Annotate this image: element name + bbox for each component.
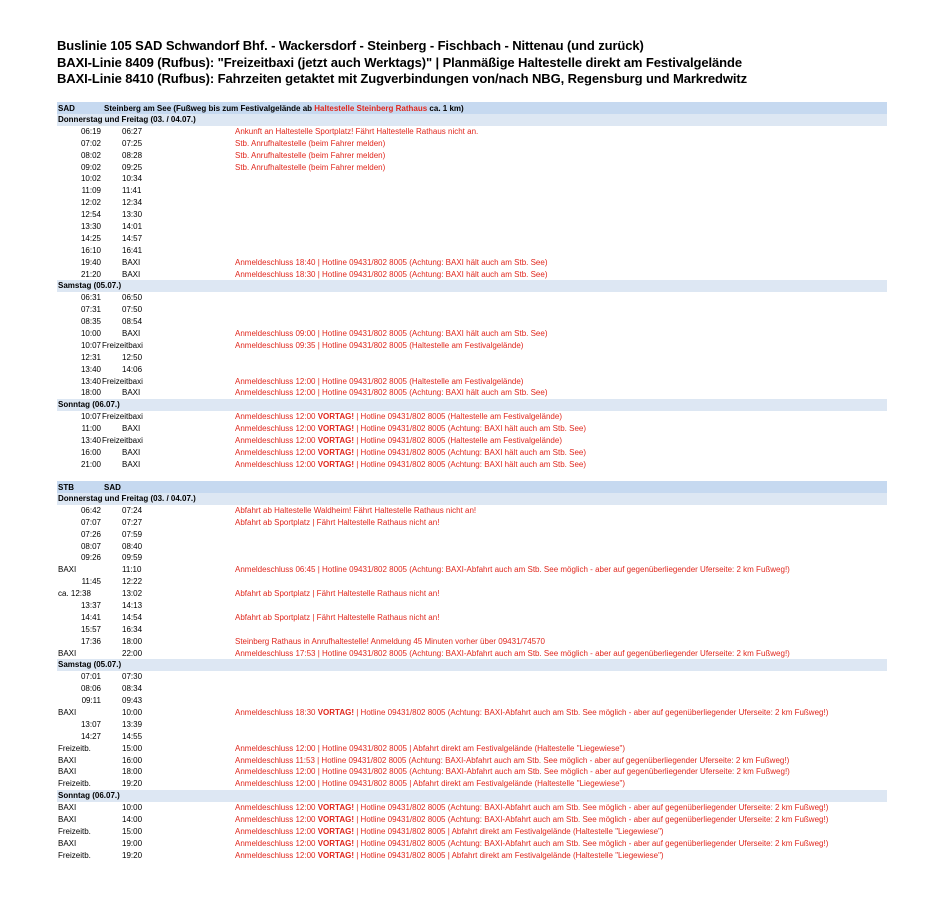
- row-note: [235, 435, 562, 447]
- note-text: | Hotline 09431/802 8005 (Achtung: BAXI-Abfahrt auch am Stb. See möglich - aber auf gegenüberliegender Uferseite: 2 km Fußweg!): [354, 803, 829, 813]
- row-note: [235, 340, 523, 352]
- note-warning: VORTAG!: [317, 708, 355, 718]
- timetable-row: [57, 304, 887, 316]
- arrival-time: 07:30: [122, 672, 143, 682]
- arrival-time: BAXI: [122, 424, 141, 434]
- note-warning: VORTAG!: [317, 850, 355, 860]
- row-note: [235, 707, 828, 719]
- note-text: | Hotline 09431/802 8005 (Achtung: BAXI-Abfahrt auch am Stb. See möglich - aber auf gegenüberliegender Uferseite: 2 km Fußweg!): [354, 815, 829, 825]
- arrival-time: Freizeitbaxi: [102, 436, 143, 446]
- note-prefix: Anmeldeschluss 12:00: [235, 436, 318, 446]
- timetable-row: [57, 850, 887, 862]
- departure-time: BAXI: [58, 803, 77, 813]
- note-prefix: Anmeldeschluss 12:00: [235, 447, 318, 457]
- header-destination: [104, 104, 464, 113]
- timetable-row: [57, 352, 887, 364]
- note-text: | Hotline 09431/802 8005 | Abfahrt direkt am Festivalgelände (Haltestelle "Liegewiese"): [354, 826, 664, 836]
- note-text: Stb. Anrufhaltestelle (beim Fahrer melden): [235, 138, 386, 148]
- departure-time: Freizeitb.: [58, 743, 91, 753]
- departure-time: 21:00: [80, 459, 101, 469]
- timetable-row: [57, 683, 887, 695]
- departure-time: BAXI: [58, 767, 77, 777]
- note-text: Stb. Anrufhaltestelle (beim Fahrer melden): [235, 162, 386, 172]
- departure-time: 11:00: [81, 424, 101, 434]
- departure-time: 06:31: [80, 293, 101, 303]
- header-destination: SAD: [104, 482, 121, 492]
- departure-time: 17:36: [80, 636, 101, 646]
- section-header: [57, 481, 887, 493]
- arrival-time: 18:00: [122, 636, 143, 646]
- note-text: Anmeldeschluss 18:40 | Hotline 09431/802 8005 (Achtung: BAXI hält auch am Stb. See): [235, 257, 548, 267]
- timetable-row: [57, 636, 887, 648]
- arrival-time: 16:41: [122, 245, 143, 255]
- timetable-row: [57, 719, 887, 731]
- note-prefix: Anmeldeschluss 18:30: [235, 708, 318, 718]
- row-note: [235, 447, 586, 459]
- note-text: Steinberg Rathaus in Anrufhaltestelle! Anmeldung 45 Minuten vorher über 09431/74570: [235, 636, 545, 646]
- timetable-row: [57, 173, 887, 185]
- arrival-time: 13:30: [122, 210, 143, 220]
- note-prefix: Anmeldeschluss 12:00: [235, 803, 318, 813]
- timetable-row: [57, 517, 887, 529]
- departure-time: Freizeitb.: [58, 779, 91, 789]
- row-note: [235, 766, 790, 778]
- arrival-time: BAXI: [122, 459, 141, 469]
- timetable-row: [57, 423, 887, 435]
- arrival-time: 12:34: [122, 198, 143, 208]
- row-note: [235, 588, 439, 600]
- departure-time: 10:00: [80, 329, 101, 339]
- arrival-time: 06:27: [122, 126, 143, 136]
- day-header: Donnerstag und Freitag (03. / 04.07.): [57, 114, 887, 126]
- departure-time: BAXI: [58, 815, 77, 825]
- row-note: [235, 838, 828, 850]
- timetable-row: [57, 387, 887, 399]
- note-text: Anmeldeschluss 09:35 | Hotline 09431/802 8005 (Haltestelle am Festivalgelände): [235, 340, 524, 350]
- row-note: [235, 850, 664, 862]
- timetable-row: [57, 150, 887, 162]
- note-text: | Hotline 09431/802 8005 | Abfahrt direkt am Festivalgelände (Haltestelle "Liegewiese"): [354, 850, 664, 860]
- arrival-time: 07:27: [122, 517, 143, 527]
- note-text: | Hotline 09431/802 8005 (Achtung: BAXI-Abfahrt auch am Stb. See möglich - aber auf gegenüberliegender Uferseite: 2 km Fußweg!): [354, 708, 829, 718]
- arrival-time: 19:20: [122, 779, 143, 789]
- timetable-row: [57, 529, 887, 541]
- note-text: | Hotline 09431/802 8005 (Achtung: BAXI hält auch am Stb. See): [354, 424, 587, 434]
- timetable-row: [57, 138, 887, 150]
- timetable-row: [57, 328, 887, 340]
- timetable-row: [57, 564, 887, 576]
- row-note: [235, 376, 523, 388]
- departure-time: 08:06: [80, 684, 101, 694]
- arrival-time: 14:57: [122, 233, 143, 243]
- timetable-row: [57, 802, 887, 814]
- arrival-time: BAXI: [122, 257, 141, 267]
- departure-time: 21:20: [80, 269, 101, 279]
- row-note: [235, 564, 790, 576]
- timetable-row: [57, 743, 887, 755]
- note-text: Anmeldeschluss 12:00 | Hotline 09431/802 8005 (Achtung: BAXI hält auch am Stb. See): [235, 388, 548, 398]
- timetable-row: [57, 755, 887, 767]
- day-header: Sonntag (06.07.): [57, 399, 887, 411]
- note-text: Anmeldeschluss 06:45 | Hotline 09431/802 8005 (Achtung: BAXI-Abfahrt auch am Stb. See möglich - aber auf gegenüberliegender Uferseite: 2 km Fußweg!): [235, 565, 790, 575]
- row-note: [235, 814, 828, 826]
- timetable-row: [57, 209, 887, 221]
- header-origin: STB: [58, 482, 74, 492]
- arrival-time: 18:00: [122, 767, 143, 777]
- note-prefix: Anmeldeschluss 12:00: [235, 850, 318, 860]
- timetable-row: [57, 624, 887, 636]
- section-body: [57, 114, 887, 471]
- departure-time: 10:07: [80, 412, 101, 422]
- timetable-row: [57, 588, 887, 600]
- arrival-time: 12:22: [122, 577, 143, 587]
- arrival-time: 10:34: [122, 174, 143, 184]
- departure-time: 12:54: [80, 210, 101, 220]
- note-warning: VORTAG!: [317, 447, 355, 457]
- departure-time: 13:07: [80, 719, 101, 729]
- row-note: [235, 387, 548, 399]
- timetable-row: [57, 447, 887, 459]
- arrival-time: BAXI: [122, 447, 141, 457]
- departure-time: 07:07: [80, 517, 101, 527]
- departure-time: BAXI: [58, 755, 77, 765]
- departure-time: ca. 12:38: [58, 589, 91, 599]
- section-header: [57, 102, 887, 114]
- note-text: Anmeldeschluss 12:00 | Hotline 09431/802 8005 (Haltestelle am Festivalgelände): [235, 376, 524, 386]
- arrival-time: 14:55: [122, 731, 143, 741]
- header-origin: SAD: [58, 103, 75, 113]
- arrival-time: 16:34: [122, 624, 143, 634]
- departure-time: 13:37: [80, 601, 101, 611]
- note-prefix: Anmeldeschluss 12:00: [235, 424, 318, 434]
- timetable-row: [57, 185, 887, 197]
- note-text: Anmeldeschluss 12:00 | Hotline 09431/802 8005 | Abfahrt direkt am Festivalgelände (Haltestelle "Liegewiese"): [235, 743, 626, 753]
- departure-time: BAXI: [58, 708, 77, 718]
- note-text: Anmeldeschluss 12:00 | Hotline 09431/802 8005 | Abfahrt direkt am Festivalgelände (Haltestelle "Liegewiese"): [235, 779, 626, 789]
- timetable-row: [57, 257, 887, 269]
- row-note: [235, 612, 439, 624]
- arrival-time: Freizeitbaxi: [102, 340, 143, 350]
- departure-time: 10:02: [80, 174, 101, 184]
- departure-time: 14:27: [80, 731, 101, 741]
- day-header: Samstag (05.07.): [57, 659, 887, 671]
- row-note: [235, 411, 562, 423]
- row-note: [235, 802, 828, 814]
- timetable-row: [57, 233, 887, 245]
- departure-time: 07:26: [80, 529, 101, 539]
- departure-time: 11:09: [81, 186, 101, 196]
- note-text: Anmeldeschluss 11:53 | Hotline 09431/802 8005 (Achtung: BAXI-Abfahrt auch am Stb. See möglich - aber auf gegenüberliegender Uferseite: 2 km Fußweg!): [235, 755, 790, 765]
- header-destination-text: Steinberg am See (Fußweg bis zum Festivalgelände ab: [104, 103, 315, 113]
- row-note: [235, 126, 478, 138]
- arrival-time: 09:59: [122, 553, 143, 563]
- note-text: Abfahrt ab Haltestelle Waldheim! Fährt Haltestelle Rathaus nicht an!: [235, 505, 477, 515]
- arrival-time: 14:54: [122, 612, 143, 622]
- departure-time: 08:35: [80, 317, 101, 327]
- timetable-row: [57, 838, 887, 850]
- note-warning: VORTAG!: [317, 803, 355, 813]
- departure-time: Freizeitb.: [58, 826, 91, 836]
- departure-time: BAXI: [58, 565, 77, 575]
- arrival-time: 08:28: [122, 150, 143, 160]
- timetable-row: [57, 316, 887, 328]
- note-warning: VORTAG!: [317, 826, 355, 836]
- row-note: [235, 778, 625, 790]
- note-prefix: Anmeldeschluss 12:00: [235, 815, 318, 825]
- timetable-row: [57, 731, 887, 743]
- note-text: | Hotline 09431/802 8005 (Achtung: BAXI hält auch am Stb. See): [354, 459, 587, 469]
- arrival-time: 14:00: [122, 815, 143, 825]
- departure-time: 15:57: [80, 624, 101, 634]
- day-header: Sonntag (06.07.): [57, 790, 887, 802]
- note-text: Anmeldeschluss 17:53 | Hotline 09431/802 8005 (Achtung: BAXI-Abfahrt auch am Stb. See möglich - aber auf gegenüberliegender Uferseite: 2 km Fußweg!): [235, 648, 790, 658]
- arrival-time: 19:00: [122, 838, 143, 848]
- arrival-time: 11:10: [122, 565, 142, 575]
- timetable-row: [57, 671, 887, 683]
- arrival-time: 07:59: [122, 529, 143, 539]
- row-note: [235, 505, 476, 517]
- timetable-row: [57, 707, 887, 719]
- note-text: | Hotline 09431/802 8005 (Haltestelle am Festivalgelände): [354, 412, 562, 422]
- timetable-row: [57, 126, 887, 138]
- departure-time: 18:00: [80, 388, 101, 398]
- departure-time: 14:41: [80, 612, 101, 622]
- timetable-row: [57, 778, 887, 790]
- row-note: [235, 328, 548, 340]
- timetable-row: [57, 411, 887, 423]
- timetable-row: [57, 766, 887, 778]
- arrival-time: BAXI: [122, 269, 141, 279]
- day-header: Donnerstag und Freitag (03. / 04.07.): [57, 493, 887, 505]
- departure-time: 09:26: [80, 553, 101, 563]
- arrival-time: 14:06: [122, 364, 143, 374]
- row-note: [235, 269, 548, 281]
- row-note: [235, 826, 664, 838]
- note-warning: VORTAG!: [317, 424, 355, 434]
- title-line-3: BAXI-Linie 8410 (Rufbus): Fahrzeiten getaktet mit Zugverbindungen von/nach NBG, Regensburg und Markredwitz: [57, 71, 748, 86]
- departure-time: 11:45: [81, 577, 101, 587]
- timetable-row: [57, 814, 887, 826]
- arrival-time: Freizeitbaxi: [102, 376, 143, 386]
- departure-time: 12:31: [80, 352, 101, 362]
- arrival-time: BAXI: [122, 388, 141, 398]
- note-prefix: Anmeldeschluss 12:00: [235, 412, 318, 422]
- departure-time: Freizeitb.: [58, 850, 91, 860]
- title-line-1: Buslinie 105 SAD Schwandorf Bhf. - Wackersdorf - Steinberg - Fischbach - Nittenau (und zurück): [57, 38, 644, 53]
- row-note: [235, 423, 586, 435]
- departure-time: 13:40: [80, 436, 101, 446]
- note-text: Abfahrt ab Sportplatz | Fährt Haltestelle Rathaus nicht an!: [235, 612, 440, 622]
- arrival-time: BAXI: [122, 329, 141, 339]
- note-text: | Hotline 09431/802 8005 (Haltestelle am Festivalgelände): [354, 436, 562, 446]
- departure-time: 06:19: [80, 126, 101, 136]
- arrival-time: 22:00: [122, 648, 143, 658]
- arrival-time: 09:43: [122, 696, 143, 706]
- timetable-row: [57, 826, 887, 838]
- timetable-row: [57, 162, 887, 174]
- arrival-time: 15:00: [122, 743, 143, 753]
- arrival-time: 14:01: [122, 222, 143, 232]
- section-sad-to-steinberg: [57, 102, 887, 471]
- departure-time: BAXI: [58, 648, 77, 658]
- note-text: Abfahrt ab Sportplatz | Fährt Haltestelle Rathaus nicht an!: [235, 589, 440, 599]
- arrival-time: 13:02: [122, 589, 143, 599]
- departure-time: 09:02: [80, 162, 101, 172]
- row-note: [235, 755, 789, 767]
- note-text: Anmeldeschluss 09:00 | Hotline 09431/802 8005 (Achtung: BAXI hält auch am Stb. See): [235, 329, 548, 339]
- title-block: [57, 38, 747, 88]
- arrival-time: 06:50: [122, 293, 143, 303]
- row-note: [235, 517, 439, 529]
- departure-time: 12:02: [80, 198, 101, 208]
- arrival-time: 11:41: [122, 186, 142, 196]
- timetable-row: [57, 364, 887, 376]
- timetable-row: [57, 541, 887, 553]
- arrival-time: 12:50: [122, 352, 143, 362]
- departure-time: 08:07: [80, 541, 101, 551]
- departure-time: 07:02: [80, 138, 101, 148]
- note-text: Stb. Anrufhaltestelle (beim Fahrer melden): [235, 150, 386, 160]
- departure-time: 10:07: [80, 340, 101, 350]
- section-steinberg-to-sad: [57, 481, 887, 862]
- arrival-time: 08:54: [122, 317, 143, 327]
- row-note: [235, 162, 385, 174]
- note-warning: VORTAG!: [317, 815, 355, 825]
- timetable-row: [57, 552, 887, 564]
- row-note: [235, 636, 545, 648]
- row-note: [235, 150, 385, 162]
- departure-time: 07:31: [80, 305, 101, 315]
- arrival-time: 07:24: [122, 505, 143, 515]
- timetable-row: [57, 376, 887, 388]
- note-text: Anmeldeschluss 18:30 | Hotline 09431/802 8005 (Achtung: BAXI hält auch am Stb. See): [235, 269, 548, 279]
- departure-time: 06:42: [80, 505, 101, 515]
- timetable-row: [57, 269, 887, 281]
- note-prefix: Anmeldeschluss 12:00: [235, 459, 318, 469]
- timetable-row: [57, 435, 887, 447]
- note-prefix: Anmeldeschluss 12:00: [235, 838, 318, 848]
- timetable-row: [57, 600, 887, 612]
- timetable-row: [57, 340, 887, 352]
- timetable-row: [57, 612, 887, 624]
- row-note: [235, 743, 625, 755]
- arrival-time: 09:25: [122, 162, 143, 172]
- departure-time: 16:00: [80, 447, 101, 457]
- departure-time: 07:01: [80, 672, 101, 682]
- note-text: | Hotline 09431/802 8005 (Achtung: BAXI-Abfahrt auch am Stb. See möglich - aber auf gegenüberliegender Uferseite: 2 km Fußweg!): [354, 838, 829, 848]
- timetable-row: [57, 292, 887, 304]
- departure-time: 09:11: [81, 696, 101, 706]
- arrival-time: 10:00: [122, 803, 143, 813]
- timetable-row: [57, 245, 887, 257]
- departure-time: 08:02: [80, 150, 101, 160]
- header-stop-highlight: Haltestelle Steinberg Rathaus: [314, 103, 428, 113]
- row-note: [235, 138, 385, 150]
- arrival-time: 07:50: [122, 305, 143, 315]
- timetable-row: [57, 221, 887, 233]
- note-warning: VORTAG!: [317, 838, 355, 848]
- arrival-time: 19:20: [122, 850, 143, 860]
- arrival-time: 07:25: [122, 138, 143, 148]
- departure-time: 13:40: [80, 364, 101, 374]
- day-header: Samstag (05.07.): [57, 280, 887, 292]
- note-warning: VORTAG!: [317, 412, 355, 422]
- departure-time: 14:25: [80, 233, 101, 243]
- title-line-2: BAXI-Linie 8409 (Rufbus): "Freizeitbaxi (jetzt auch Werktags)" | Planmäßige Haltestelle direkt am Festivalgelände: [57, 54, 742, 70]
- timetable-row: [57, 576, 887, 588]
- arrival-time: 15:00: [122, 826, 143, 836]
- arrival-time: 14:13: [122, 601, 143, 611]
- note-text: | Hotline 09431/802 8005 (Achtung: BAXI hält auch am Stb. See): [354, 447, 587, 457]
- row-note: [235, 648, 790, 660]
- arrival-time: 13:39: [122, 719, 143, 729]
- departure-time: BAXI: [58, 838, 77, 848]
- timetable-row: [57, 459, 887, 471]
- arrival-time: 08:40: [122, 541, 143, 551]
- row-note: [235, 257, 548, 269]
- header-distance: ca. 1 km): [427, 103, 464, 113]
- departure-time: 19:40: [80, 257, 101, 267]
- departure-time: 16:10: [80, 245, 101, 255]
- timetable-row: [57, 505, 887, 517]
- arrival-time: 16:00: [122, 755, 143, 765]
- timetable-row: [57, 648, 887, 660]
- note-warning: VORTAG!: [317, 436, 355, 446]
- arrival-time: 08:34: [122, 684, 143, 694]
- departure-time: 13:40: [80, 376, 101, 386]
- note-text: Anmeldeschluss 12:00 | Hotline 09431/802 8005 (Achtung: BAXI-Abfahrt auch am Stb. See möglich - aber auf gegenüberliegender Uferseite: 2 km Fußweg!): [235, 767, 790, 777]
- note-warning: VORTAG!: [317, 459, 355, 469]
- arrival-time: 10:00: [122, 708, 143, 718]
- section-body: [57, 493, 887, 862]
- note-text: Abfahrt ab Sportplatz | Fährt Haltestelle Rathaus nicht an!: [235, 517, 440, 527]
- timetable-row: [57, 197, 887, 209]
- timetable-row: [57, 695, 887, 707]
- departure-time: 13:30: [80, 222, 101, 232]
- note-prefix: Anmeldeschluss 12:00: [235, 826, 318, 836]
- row-note: [235, 459, 586, 471]
- note-text: Ankunft an Haltestelle Sportplatz! Fährt Haltestelle Rathaus nicht an.: [235, 126, 479, 136]
- arrival-time: Freizeitbaxi: [102, 412, 143, 422]
